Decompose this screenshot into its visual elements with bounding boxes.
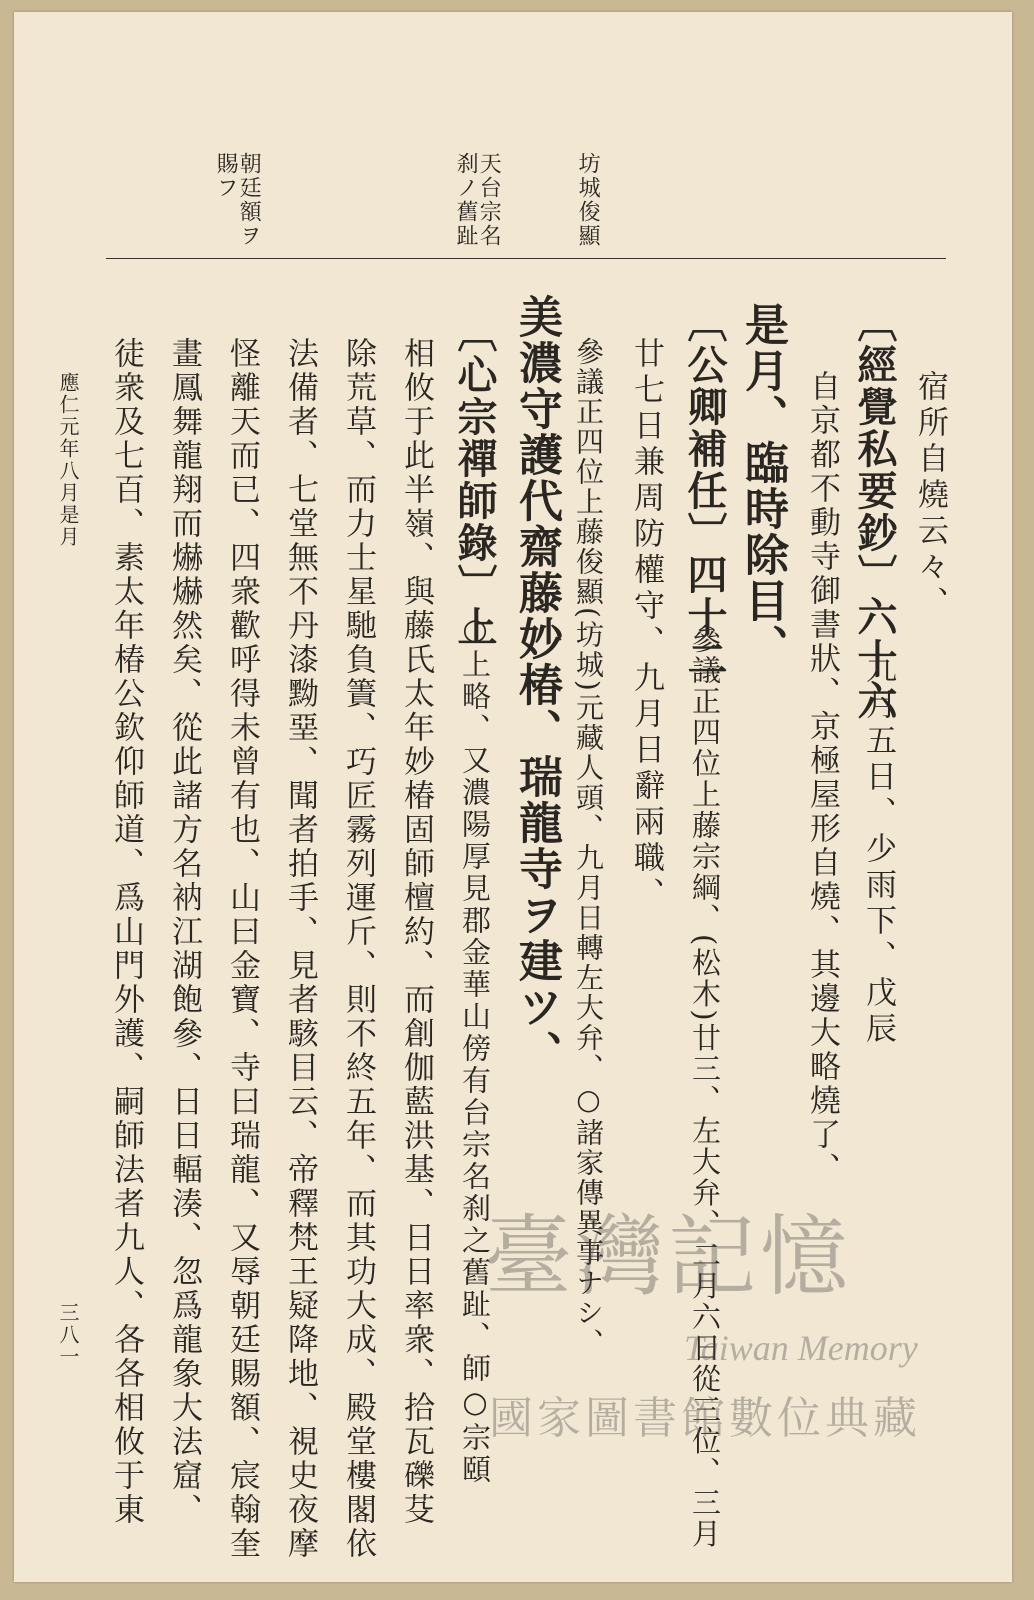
text-column-3: 自京都不動寺御書狀、京極屋形自燒、其邊大略燒了、	[804, 370, 840, 1186]
text-column-kugyo-3: 參議正四位上藤俊顯(坊城)元藏人頭、九月日轉左大弁、○諸家傳異事ナシ、	[572, 337, 605, 1358]
text-column-kugyo-2: 廿七日兼周防權守、九月日辭兩職、	[628, 337, 664, 913]
marginal-note-2: 天台宗名刹ノ舊趾	[453, 152, 502, 248]
text-column-kugyo-1: 參議正四位上藤宗綱、(松木)廿三、左大弁、二月六日從三位、三月	[688, 624, 722, 1550]
marginal-note-1: 坊城俊顯	[575, 152, 601, 248]
text-column-shinshu-7: 徒衆及七百、素太年椿公欽仰師道、爲山門外護、嗣師法者九人、各各相攸于東	[108, 337, 144, 1527]
text-column-shinshu-6: 畫鳳舞龍翔而爀爀然矣、從此諸方名衲江湖飽參、日日輻湊、忽爲龍象大法窟、	[166, 337, 202, 1527]
page-number: 三八一	[56, 1302, 80, 1368]
heading-rinji-jimoku: 是月、臨時除目、	[737, 302, 788, 670]
source-heading-shinshu: 〔心宗禪師錄〕上	[451, 312, 498, 648]
text-column-shinshu-1: ○上略、又濃陽厚見郡金華山傍有台宗名刹之舊趾、師○宗頤	[458, 612, 492, 1486]
taiwan-memory-watermark	[484, 1187, 964, 1447]
text-column-shinshu-2: 相攸于此半嶺、與藤氏太年妙椿固師檀約、而創伽藍洪基、日日率衆、拾瓦礫芟	[398, 337, 434, 1527]
source-heading-keikaku: 〔經覺私要鈔〕六十六	[851, 302, 898, 722]
text-column-shinshu-4: 法備者、七堂無不丹漆黝堊、聞者拍手、見者駭目云、帝釋梵王疑降地、視史夜摩	[282, 337, 318, 1561]
text-column-1: 宿所自燒云々、	[912, 370, 948, 622]
watermark-sub: 國家圖書館數位典藏	[489, 1393, 921, 1444]
running-title: 應仁元年八月是月	[56, 372, 80, 548]
heading-mino-shugodai: 美濃守護代齋藤妙椿、瑞龍寺ヲ建ツ、	[511, 294, 562, 1076]
text-column-date: 九月五日、少雨下、戊辰	[860, 652, 896, 1048]
marginal-note-3: 朝廷額ヲ賜フ	[213, 152, 262, 248]
source-heading-kugyo: 〔公卿補任〕四十二	[681, 302, 728, 680]
watermark-en: Taiwan Memory	[684, 1328, 918, 1368]
watermark-cjk: 臺灣記憶	[484, 1205, 853, 1308]
text-column-shinshu-3: 除荒草、而力士星馳負簀、巧匠霧列運斤、則不終五年、而其功大成、殿堂樓閣依	[340, 337, 376, 1561]
text-column-shinshu-5: 怪離天而已、四衆歡呼得未曾有也、山曰金寶、寺曰瑞龍、又辱朝廷賜額、宸翰奎	[224, 337, 260, 1561]
header-rule	[106, 258, 946, 259]
document-page	[14, 12, 1012, 1582]
